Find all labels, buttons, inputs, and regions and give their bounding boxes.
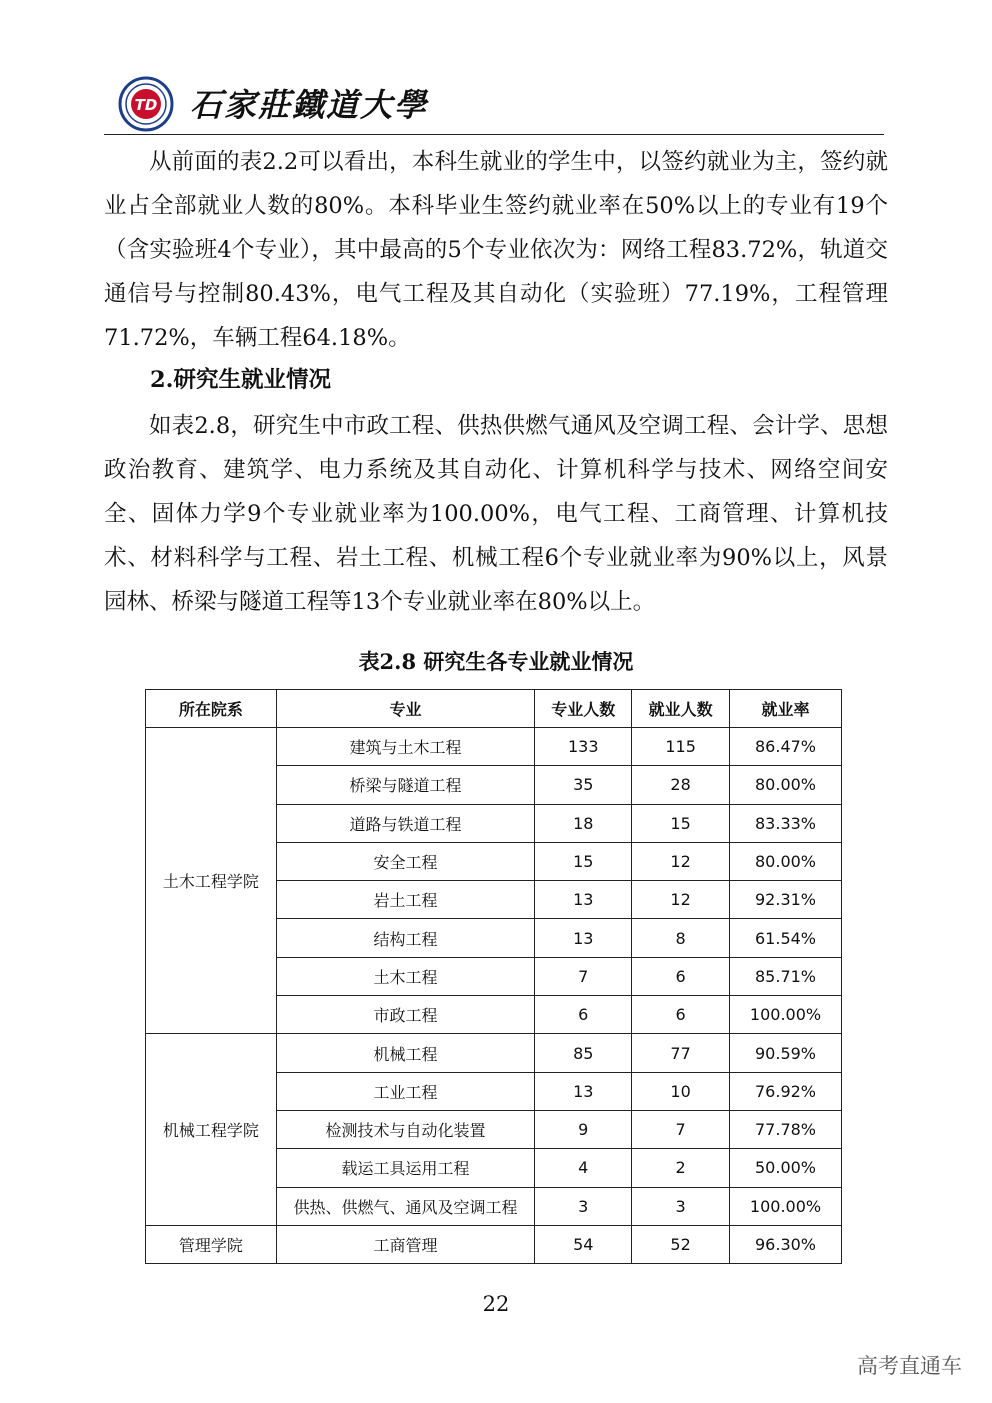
cell-employed: 7 [632, 1110, 730, 1148]
cell-total: 35 [535, 766, 632, 804]
cell-rate: 83.33% [730, 804, 842, 842]
header-major: 专业 [276, 690, 535, 728]
cell-rate: 77.78% [730, 1110, 842, 1148]
cell-employed: 6 [632, 996, 730, 1034]
cell-rate: 80.00% [730, 766, 842, 804]
cell-rate: 100.00% [730, 996, 842, 1034]
table-row [146, 728, 842, 766]
cell-total: 13 [535, 881, 632, 919]
table-row [146, 1225, 842, 1263]
cell-total: 54 [535, 1225, 632, 1263]
cell-total: 15 [535, 842, 632, 880]
header-department: 所在院系 [146, 690, 277, 728]
cell-department: 机械工程学院 [146, 1034, 277, 1225]
cell-rate: 90.59% [730, 1034, 842, 1072]
cell-employed: 6 [632, 957, 730, 995]
university-logo [118, 76, 174, 132]
cell-employed: 12 [632, 881, 730, 919]
page-header [104, 70, 884, 135]
table-body [146, 728, 842, 1264]
section-heading: 2.研究生就业情况 [150, 367, 331, 393]
cell-total: 18 [535, 804, 632, 842]
cell-major: 机械工程 [276, 1034, 535, 1072]
cell-rate: 100.00% [730, 1187, 842, 1225]
cell-employed: 10 [632, 1072, 730, 1110]
cell-rate: 76.92% [730, 1072, 842, 1110]
cell-major: 道路与铁道工程 [276, 804, 535, 842]
cell-major: 工业工程 [276, 1072, 535, 1110]
cell-rate: 86.47% [730, 728, 842, 766]
paragraph-graduate-summary: 如表2.8，研究生中市政工程、供热供燃气通风及空调工程、会计学、思想政治教育、建筑学、电力系统及其自动化、计算机科学与技术、网络空间安全、固体力学9个专业就业率为100.00%，电气工程、工商管理、计算机技术、材料科学与工程、岩土工程、机械工程6个专业就业率为90%以上，风景园林、桥梁与隧道工程等13个专业就业率在80%以上。 [104, 413, 888, 615]
logo-text: TD [134, 96, 158, 114]
watermark: 高考直通车 [857, 1354, 962, 1378]
cell-major: 土木工程 [276, 957, 535, 995]
cell-major: 检测技术与自动化装置 [276, 1110, 535, 1148]
table-row [146, 1034, 842, 1072]
cell-total: 4 [535, 1149, 632, 1187]
cell-major: 供热、供燃气、通风及空调工程 [276, 1187, 535, 1225]
table-caption: 表2.8 研究生各专业就业情况 [358, 649, 634, 674]
cell-total: 13 [535, 1072, 632, 1110]
table-header-row [146, 690, 842, 728]
header-rate: 就业率 [730, 690, 842, 728]
cell-department: 管理学院 [146, 1225, 277, 1263]
cell-major: 结构工程 [276, 919, 535, 957]
cell-major: 安全工程 [276, 842, 535, 880]
cell-employed: 3 [632, 1187, 730, 1225]
cell-major: 岩土工程 [276, 881, 535, 919]
cell-total: 6 [535, 996, 632, 1034]
cell-total: 85 [535, 1034, 632, 1072]
cell-rate: 61.54% [730, 919, 842, 957]
university-name: 石家莊鐵道大學 [190, 86, 429, 124]
cell-major: 建筑与土木工程 [276, 728, 535, 766]
cell-employed: 115 [632, 728, 730, 766]
cell-employed: 77 [632, 1034, 730, 1072]
cell-major: 市政工程 [276, 996, 535, 1034]
page-number: 22 [482, 1292, 510, 1316]
cell-rate: 85.71% [730, 957, 842, 995]
cell-total: 9 [535, 1110, 632, 1148]
cell-major: 载运工具运用工程 [276, 1149, 535, 1187]
cell-department: 土木工程学院 [146, 728, 277, 1034]
cell-major: 桥梁与隧道工程 [276, 766, 535, 804]
cell-rate: 80.00% [730, 842, 842, 880]
header-employed: 就业人数 [632, 690, 730, 728]
cell-total: 3 [535, 1187, 632, 1225]
cell-employed: 8 [632, 919, 730, 957]
cell-rate: 92.31% [730, 881, 842, 919]
cell-employed: 12 [632, 842, 730, 880]
employment-table [145, 689, 842, 1264]
cell-total: 7 [535, 957, 632, 995]
paragraph-undergrad-summary: 从前面的表2.2可以看出，本科生就业的学生中，以签约就业为主，签约就业占全部就业人数的80%。本科毕业生签约就业率在50%以上的专业有19个（含实验班4个专业），其中最高的5个专业依次为：网络工程83.72%，轨道交通信号与控制80.43%，电气工程及其自动化（实验班）77.19%，工程管理71.72%，车辆工程64.18%。 [104, 149, 888, 351]
cell-total: 133 [535, 728, 632, 766]
header-total: 专业人数 [535, 690, 632, 728]
cell-employed: 2 [632, 1149, 730, 1187]
cell-major: 工商管理 [276, 1225, 535, 1263]
cell-employed: 15 [632, 804, 730, 842]
cell-employed: 52 [632, 1225, 730, 1263]
cell-rate: 96.30% [730, 1225, 842, 1263]
cell-rate: 50.00% [730, 1149, 842, 1187]
cell-total: 13 [535, 919, 632, 957]
cell-employed: 28 [632, 766, 730, 804]
